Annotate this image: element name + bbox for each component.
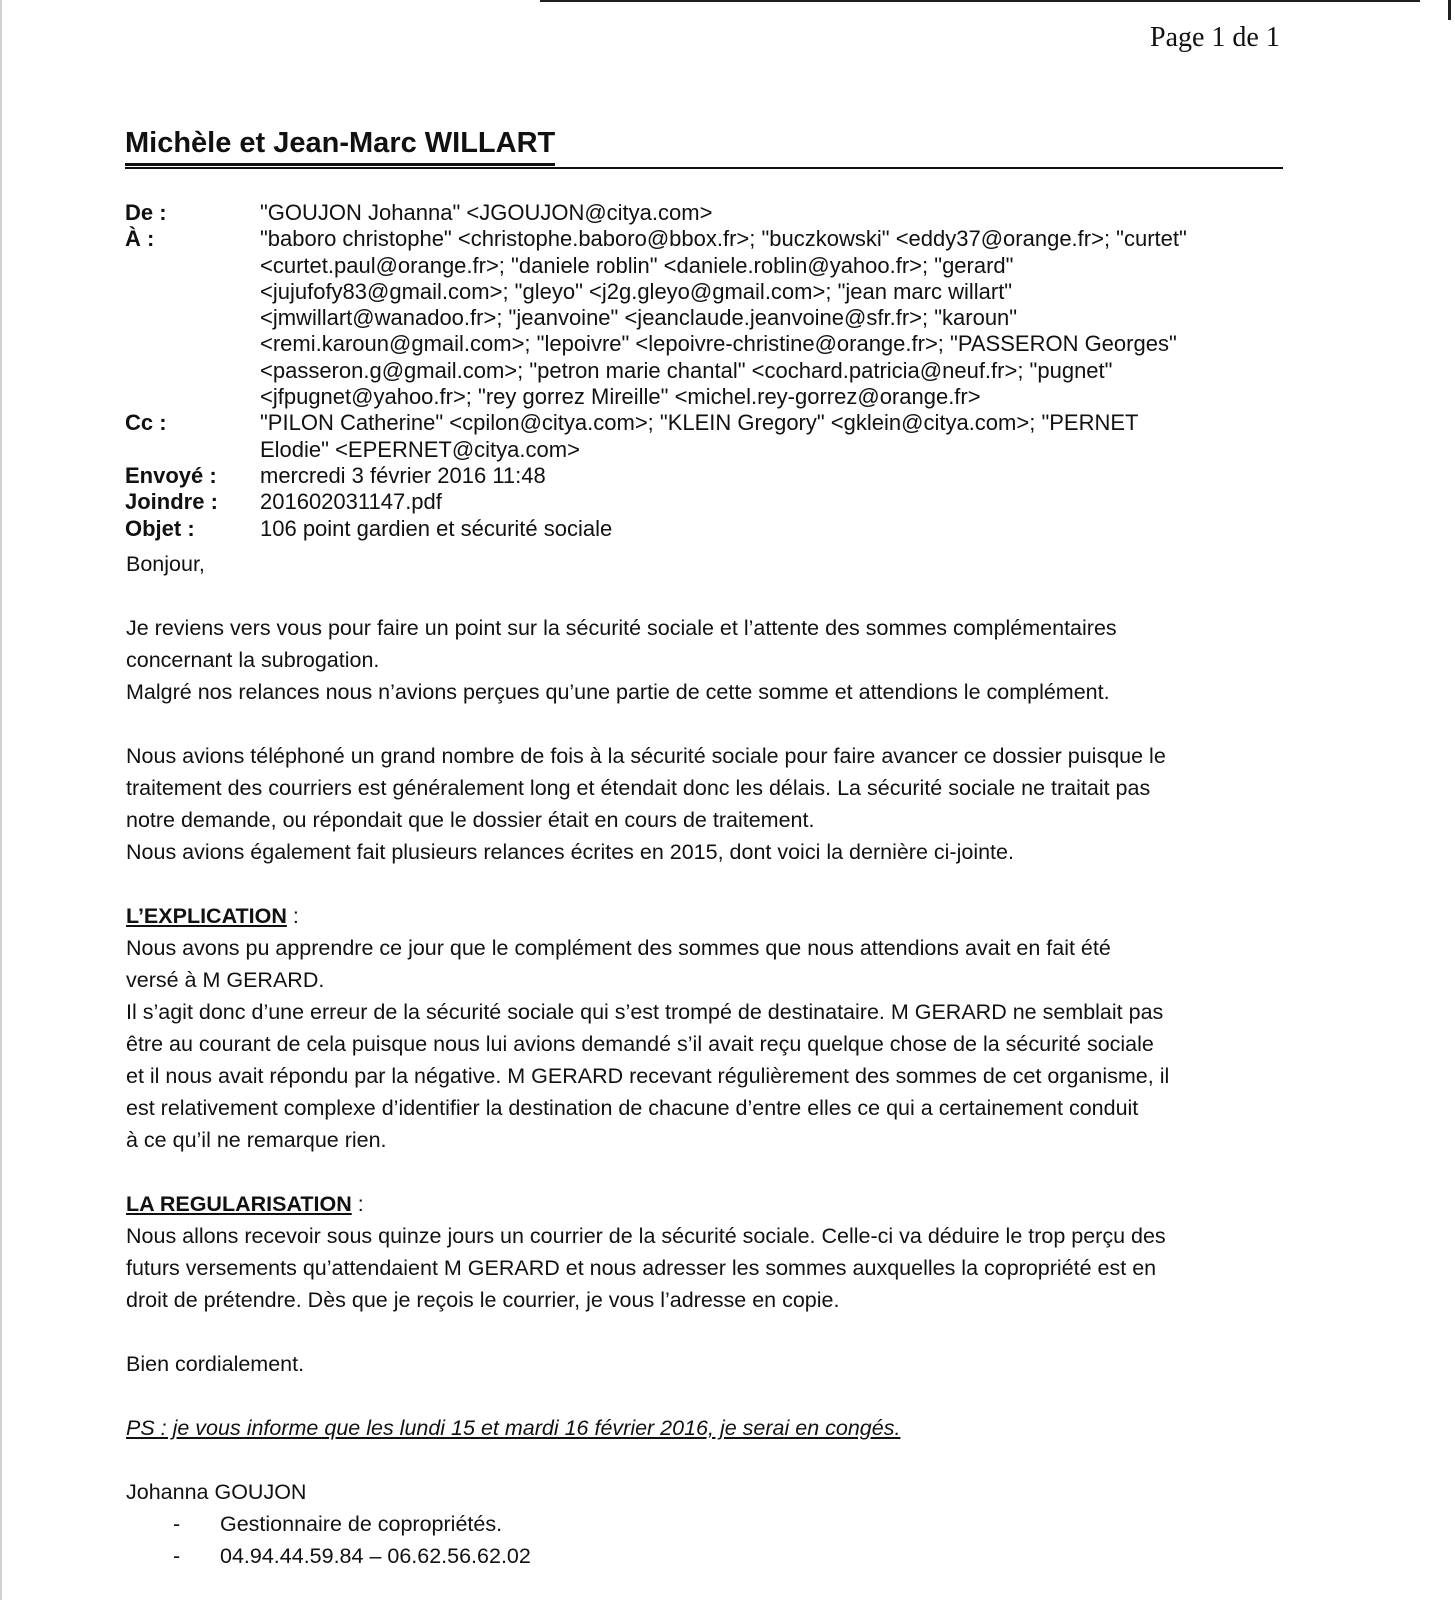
to-label: À : — [125, 226, 155, 252]
body-line: à ce qu’il ne remarque rien. — [126, 1128, 387, 1152]
header-to-row — [125, 226, 1285, 410]
body-line: concernant la subrogation. — [126, 648, 380, 672]
email-body — [126, 548, 1296, 1572]
from-value: "GOUJON Johanna" <JGOUJON@citya.com> — [260, 200, 713, 225]
bullet-dash: - — [173, 1512, 181, 1536]
body-line: traitement des courriers est généralement long et étendait donc les délais. La sécurité sociale ne traitait pas — [126, 776, 1151, 800]
cc-value — [260, 410, 1285, 463]
body-line: Nous allons recevoir sous quinze jours un courrier de la sécurité sociale. Celle-ci va déduire le trop perçu des — [126, 1224, 1166, 1248]
email-header — [125, 200, 1285, 542]
sent-label: Envoyé : — [125, 462, 217, 488]
page-number: Page 1 de 1 — [1150, 22, 1280, 53]
regularisation-heading: LA REGULARISATION : — [126, 1192, 364, 1216]
from-label: De : — [125, 200, 167, 225]
body-line: Nous avons pu apprendre ce jour que le complément des sommes que nous attendions avait en fait été — [126, 936, 1111, 960]
signature-details — [126, 1508, 1296, 1572]
cc-label: Cc : — [125, 410, 167, 436]
scan-edge-right — [1448, 0, 1451, 20]
body-line: Malgré nos relances nous n’avions perçues qu’une partie de cette somme et attendions le complément. — [126, 680, 1110, 704]
explication-heading: L’EXPLICATION : — [126, 904, 299, 928]
signature-name: Johanna GOUJON — [126, 1480, 307, 1504]
subject-label: Objet : — [125, 515, 195, 541]
to-line: <remi.karoun@gmail.com>; "lepoivre" <lepoivre-christine@orange.fr>; "PASSERON Georges" — [260, 331, 1177, 357]
subject-value: 106 point gardien et sécurité sociale — [260, 515, 613, 541]
signature-role: Gestionnaire de copropriétés. — [220, 1512, 503, 1536]
body-line: Je reviens vers vous pour faire un point sur la sécurité sociale et l’attente des sommes complémentaires — [126, 616, 1117, 640]
cc-line: "PILON Catherine" <cpilon@citya.com>; "KLEIN Gregory" <gklein@citya.com>; "PERNET — [260, 410, 1139, 436]
list-item — [126, 1508, 1296, 1540]
signature-phones: 04.94.44.59.84 – 06.62.56.62.02 — [220, 1544, 531, 1568]
header-sent-row — [125, 463, 1285, 489]
closing: Bien cordialement. — [126, 1352, 305, 1376]
ps-note: PS : je vous informe que les lundi 15 et mardi 16 février 2016, je serai en congés. — [126, 1416, 901, 1440]
body-line: être au courant de cela puisque nous lui avions demandé s’il avait reçu quelque chose de la sécurité sociale — [126, 1032, 1154, 1056]
attachment-filename: 201602031147.pdf — [260, 489, 442, 515]
to-line: <jujufofy83@gmail.com>; "gleyo" <j2g.gleyo@gmail.com>; "jean marc willart" — [260, 278, 1013, 304]
body-line: futurs versements qu’attendaient M GERARD et nous adresser les sommes auxquelles la copropriété est en — [126, 1256, 1157, 1280]
explication-title: L’EXPLICATION — [126, 904, 287, 928]
to-line: <jmwillart@wanadoo.fr>; "jeanvoine" <jeanclaude.jeanvoine@sfr.fr>; "karoun" — [260, 305, 1018, 331]
body-line: Il s’agit donc d’une erreur de la sécurité sociale qui s’est trompé de destinataire. M GERARD ne semblait pas — [126, 1000, 1164, 1024]
header-subject-row — [125, 516, 1285, 542]
body-line: droit de prétendre. Dès que je reçois le courrier, je vous l’adresse en copie. — [126, 1288, 840, 1312]
scan-edge-top — [540, 0, 1420, 2]
cc-line: Elodie" <EPERNET@citya.com> — [260, 436, 580, 462]
attach-label: Joindre : — [125, 489, 218, 515]
scan-edge-left — [0, 0, 2, 1600]
body-line: notre demande, ou répondait que le dossier était en cours de traitement. — [126, 808, 815, 832]
header-from-row — [125, 200, 1285, 226]
body-line: et il nous avait répondu par la négative. M GERARD recevant régulièrement des sommes de cet organisme, il — [126, 1064, 1170, 1088]
regularisation-title: LA REGULARISATION — [126, 1192, 352, 1216]
to-line: <passeron.g@gmail.com>; "petron marie chantal" <cochard.patricia@neuf.fr>; "pugnet" — [260, 357, 1113, 383]
body-line: est relativement complexe d’identifier la destination de chacune d’entre elles ce qui a certainement conduit — [126, 1096, 1139, 1120]
to-line: "baboro christophe" <christophe.baboro@bbox.fr>; "buczkowski" <eddy37@orange.fr>; "curtet" — [260, 226, 1187, 252]
to-value — [260, 226, 1285, 410]
body-line: Nous avions téléphoné un grand nombre de fois à la sécurité sociale pour faire avancer ce dossier puisque le — [126, 744, 1166, 768]
mailbox-owner-title — [125, 126, 1283, 169]
to-line: <jfpugnet@yahoo.fr>; "rey gorrez Mireille" <michel.rey-gorrez@orange.fr> — [260, 384, 981, 410]
greeting: Bonjour, — [126, 552, 205, 576]
body-line: versé à M GERARD. — [126, 968, 325, 992]
list-item — [126, 1540, 1296, 1572]
body-line: Nous avions également fait plusieurs relances écrites en 2015, dont voici la dernière ci-jointe. — [126, 840, 1014, 864]
owner-name: Michèle et Jean-Marc WILLART — [125, 126, 555, 166]
header-attach-row — [125, 489, 1285, 515]
header-cc-row — [125, 410, 1285, 463]
to-line: <curtet.paul@orange.fr>; "daniele roblin" <daniele.roblin@yahoo.fr>; "gerard" — [260, 252, 1014, 278]
sent-value: mercredi 3 février 2016 11:48 — [260, 462, 546, 488]
bullet-dash: - — [173, 1544, 181, 1568]
